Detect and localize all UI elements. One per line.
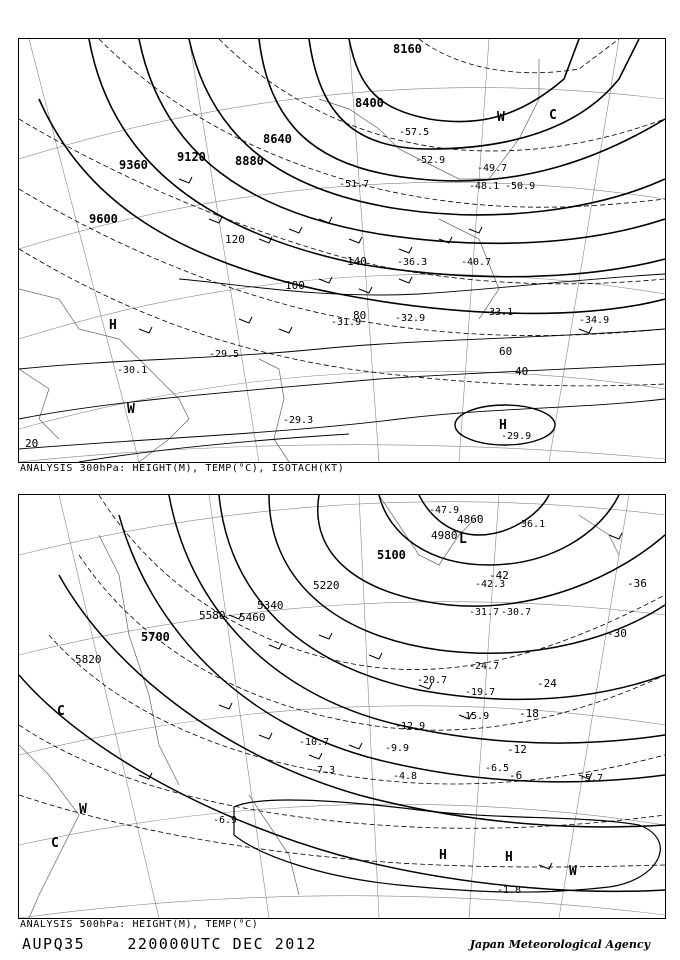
- height-label: 8640: [263, 132, 292, 146]
- temp-label: -36.3: [397, 257, 428, 268]
- cold-center-marker: C: [549, 108, 557, 123]
- cold-center-marker: C: [57, 704, 65, 719]
- isotherm-label: -12: [507, 743, 527, 756]
- graticule: [19, 39, 665, 462]
- temp-label: -34.9: [579, 315, 610, 326]
- isotherm-label: -6: [509, 769, 523, 782]
- cold-center-marker: C: [51, 836, 59, 851]
- temp-label: -29.5: [209, 349, 240, 360]
- wind-barbs: [139, 533, 622, 869]
- height-label: 8880: [235, 154, 264, 168]
- station-value: -12.9: [395, 721, 426, 732]
- isotherm-label: -36: [627, 577, 647, 590]
- height-label: 4980: [431, 529, 458, 542]
- temp-label: -52.9: [415, 155, 446, 166]
- height-labels: [75, 513, 484, 666]
- height-label: 5220: [313, 579, 340, 592]
- chart-300hpa-panel: [18, 38, 666, 463]
- isotach-label: 80: [353, 309, 367, 322]
- station-value: -24.7: [469, 661, 500, 672]
- isotach-label: 120: [225, 233, 245, 246]
- agency-credit: Japan Meteorological Agency: [469, 938, 650, 951]
- bulletin-code: AUPQ35: [22, 935, 86, 953]
- height-label: 9600: [89, 212, 118, 226]
- temp-label: -30.1: [117, 365, 148, 376]
- warm-center-marker: W: [569, 864, 577, 879]
- isotherm-label: -30: [607, 627, 627, 640]
- isotach-label: 40: [515, 365, 529, 378]
- temp-label: -29.3: [283, 415, 314, 426]
- temp-label: -48.1: [469, 181, 500, 192]
- temp-label: -33.1: [483, 307, 514, 318]
- station-value: -19.7: [465, 687, 496, 698]
- station-value: -9.9: [385, 743, 410, 754]
- isotherm-labels: [489, 569, 647, 782]
- height-label: 9120: [177, 150, 206, 164]
- bulletin-time: 220000UTC DEC 2012: [127, 935, 317, 953]
- height-label: 5340: [257, 599, 284, 612]
- warm-center-marker: W: [497, 110, 505, 125]
- station-value: -47.9: [429, 505, 460, 516]
- station-value: -20.7: [417, 675, 448, 686]
- footer-bulletin: [22, 935, 317, 953]
- isotach-labels: [25, 233, 528, 450]
- low-center-marker: L: [459, 532, 467, 547]
- temp-label: -51.7: [339, 179, 370, 190]
- high-center-marker: H: [109, 318, 117, 333]
- station-value: -4.8: [393, 771, 418, 782]
- isotherm-label: -18: [519, 707, 539, 720]
- height-label: 8400: [355, 96, 384, 110]
- temp-label: -50.9: [505, 181, 536, 192]
- temp-label: -32.9: [395, 313, 426, 324]
- isotach-label: 60: [499, 345, 513, 358]
- station-value: -30.7: [501, 607, 532, 618]
- height-label: 5820: [75, 653, 102, 666]
- isotherm-label: -24: [537, 677, 557, 690]
- high-center-marker: H: [505, 850, 513, 865]
- isotach-label: 140: [347, 255, 367, 268]
- chart-500hpa-caption: ANALYSIS 500hPa: HEIGHT(M), TEMP(°C): [20, 919, 259, 930]
- height-label: 8160: [393, 42, 422, 56]
- height-label: 5700: [141, 630, 170, 644]
- warm-center-marker: W: [79, 802, 87, 817]
- temp-label: -49.7: [477, 163, 508, 174]
- height-label: 5460: [239, 611, 266, 624]
- isotach-label: 100: [285, 279, 305, 292]
- high-center-marker: H: [499, 418, 507, 433]
- station-value: -6.9: [213, 815, 238, 826]
- station-value: -42.3: [475, 579, 506, 590]
- isotherm-contours: [19, 495, 665, 867]
- station-value: -31.7: [469, 607, 500, 618]
- height-label: 9360: [119, 158, 148, 172]
- height-label: 4860: [457, 513, 484, 526]
- chart-300hpa-map: [19, 39, 665, 462]
- chart-300hpa-caption: ANALYSIS 300hPa: HEIGHT(M), TEMP(°C), ISOTACH(KT): [20, 463, 345, 474]
- temp-label: -29.9: [501, 431, 532, 442]
- chart-500hpa-panel: [18, 494, 666, 919]
- height-label: 5100: [377, 548, 406, 562]
- isotach-label: 20: [25, 437, 39, 450]
- station-value: -15.9: [459, 711, 490, 722]
- chart-500hpa-map: [19, 495, 665, 918]
- station-value: -10.7: [299, 737, 330, 748]
- station-value: -1.8: [497, 885, 522, 896]
- station-value: -6.5: [485, 763, 510, 774]
- temp-label: -40.7: [461, 257, 492, 268]
- height-label: 5580: [199, 609, 226, 622]
- station-value: -7.3: [311, 765, 336, 776]
- temp-label: -57.5: [399, 127, 430, 138]
- station-value: -36.1: [515, 519, 546, 530]
- height-labels: [89, 42, 422, 226]
- station-value: -5.7: [579, 773, 604, 784]
- temp-label: -31.9: [331, 317, 362, 328]
- high-center-marker: H: [439, 848, 447, 863]
- warm-center-marker: W: [127, 402, 135, 417]
- station-values: [213, 505, 603, 896]
- isotherm-label: -42: [489, 569, 509, 582]
